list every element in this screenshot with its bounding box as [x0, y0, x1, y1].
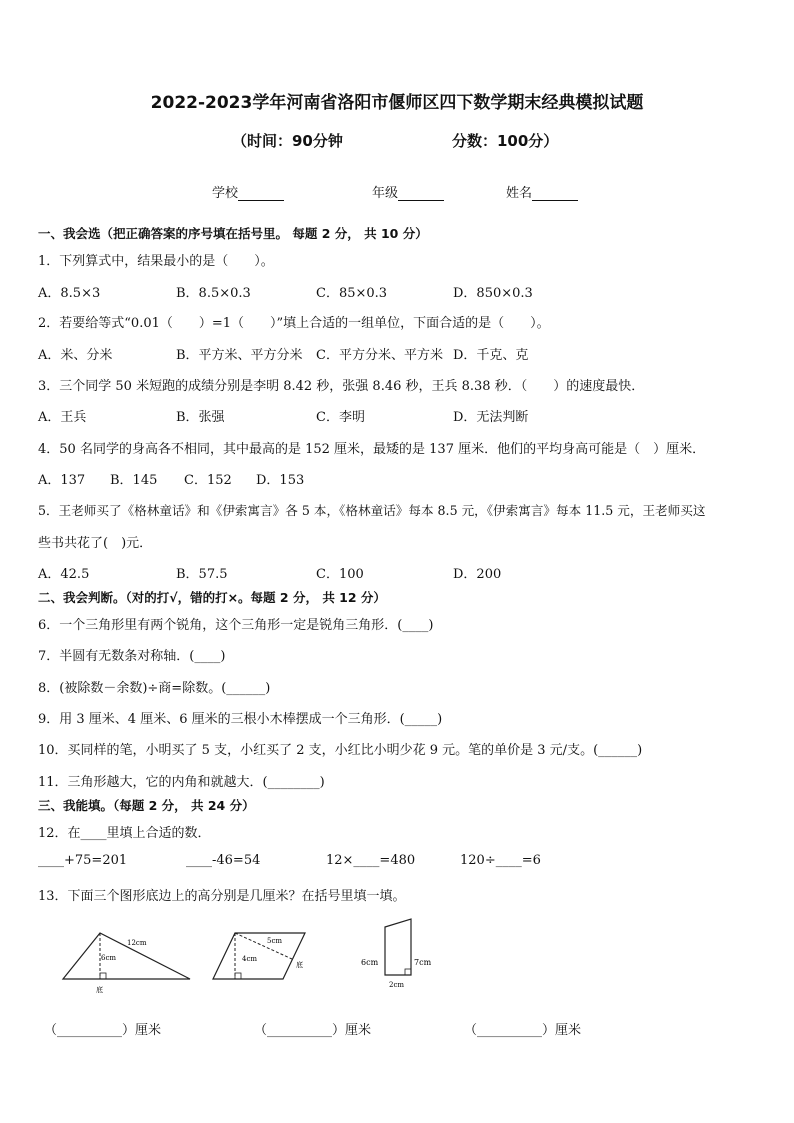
- question-7: 7．半圆有无数条对称轴．(____): [38, 649, 226, 664]
- q13-answer-1[interactable]: （__________）厘米: [44, 1023, 162, 1038]
- q1-option-c[interactable]: C．85×0.3: [316, 286, 388, 301]
- question-8: 8．(被除数－余数)÷商=除数。(______): [38, 681, 271, 696]
- question-13: 13．下面三个图形底边上的高分别是几厘米？在括号里填一填。: [38, 889, 406, 904]
- school-label: 学校: [212, 186, 239, 201]
- q3-option-b[interactable]: B．张强: [176, 410, 225, 425]
- q12-equation-4[interactable]: 120÷____=6: [460, 853, 541, 868]
- section-1-heading: 一、我会选（把正确答案的序号填在括号里。 每题 2 分， 共 10 分）: [38, 226, 428, 241]
- name-field: [506, 182, 578, 201]
- question-10: 10．买同样的笔，小明买了 5 支，小红买了 2 支，小红比小明少花 9 元。笔的单价是 3 元/支。(______): [38, 743, 643, 758]
- trapezoid-right-label: 7cm: [414, 958, 432, 967]
- q2-option-d[interactable]: D．千克、克: [453, 348, 529, 363]
- question-9: 9．用 3 厘米、4 厘米、6 厘米的三根小木棒摆成一个三角形．(_____): [38, 712, 443, 727]
- grade-field: [372, 182, 444, 201]
- question-2: 2．若要给等式“0.01（ ）=1（ ）”填上合适的一组单位，下面合适的是（ ）。: [38, 316, 550, 331]
- q5-option-a[interactable]: A．42.5: [38, 567, 90, 582]
- exam-score: 分数：100分）: [452, 132, 559, 150]
- question-5-line2: 些书共花了( )元．: [38, 536, 153, 551]
- q3-option-c[interactable]: C．李明: [316, 410, 365, 425]
- q3-option-d[interactable]: D．无法判断: [453, 410, 529, 425]
- q4-option-d[interactable]: D．153: [256, 473, 305, 488]
- parallelogram-base-label: 底: [296, 961, 303, 969]
- triangle-side-label: 12cm: [127, 939, 147, 947]
- question-3: 3．三个同学 50 米短跑的成绩分别是李明 8.42 秒，张强 8.46 秒，王兵 8.38 秒．（ ）的速度最快．: [38, 379, 645, 394]
- parallelogram-height-label: 4cm: [242, 955, 258, 963]
- triangle-figure: [55, 925, 200, 1000]
- q12-equation-1[interactable]: ____+75=201: [38, 853, 128, 868]
- trapezoid-figure: [355, 915, 445, 995]
- parallelogram-figure: [205, 925, 315, 985]
- question-11: 11．三角形越大，它的内角和就越大．(________): [38, 775, 325, 790]
- q12-equation-2[interactable]: ____-46=54: [186, 853, 261, 868]
- triangle-base-label: 底: [96, 986, 103, 994]
- question-6: 6．一个三角形里有两个锐角，这个三角形一定是锐角三角形．(____): [38, 618, 434, 633]
- q12-equation-3[interactable]: 12×____=480: [326, 853, 416, 868]
- q4-option-b[interactable]: B．145: [110, 473, 158, 488]
- question-5-line1: 5．王老师买了《格林童话》和《伊索寓言》各 5 本，《格林童话》每本 8.5 元，《伊索寓言》每本 11.5 元，王老师买这: [38, 503, 706, 518]
- trapezoid-left-label: 6cm: [361, 958, 379, 967]
- school-field: [212, 182, 284, 201]
- question-1: 1．下列算式中，结果最小的是（ ）。: [38, 254, 274, 269]
- question-4: 4．50 名同学的身高各不相同，其中最高的是 152 厘米，最矮的是 137 厘米．他们的平均身高可能是（ ）厘米．: [38, 442, 706, 457]
- section-3-heading: 三、我能填。（每题 2 分， 共 24 分）: [38, 798, 255, 813]
- q4-option-a[interactable]: A．137: [38, 473, 86, 488]
- parallelogram-side-label: 5cm: [267, 937, 283, 945]
- name-label: 姓名: [506, 186, 533, 201]
- q13-answer-3[interactable]: （__________）厘米: [464, 1023, 582, 1038]
- q5-option-c[interactable]: C．100: [316, 567, 364, 582]
- q1-option-b[interactable]: B．8.5×0.3: [176, 286, 251, 301]
- q13-answer-2[interactable]: （__________）厘米: [254, 1023, 372, 1038]
- question-12: 12．在____里填上合适的数．: [38, 826, 211, 841]
- q4-option-c[interactable]: C．152: [184, 473, 232, 488]
- q1-option-d[interactable]: D．850×0.3: [453, 286, 533, 301]
- triangle-height-label: 6cm: [101, 954, 117, 962]
- page-title: 2022-2023学年河南省洛阳市偃师区四下数学期末经典模拟试题: [150, 93, 644, 113]
- q2-option-b[interactable]: B．平方米、平方分米: [176, 348, 303, 363]
- name-blank[interactable]: [532, 187, 578, 201]
- trapezoid-bottom-label: 2cm: [389, 981, 405, 989]
- grade-label: 年级: [372, 186, 399, 201]
- q2-option-a[interactable]: A．米、分米: [38, 348, 113, 363]
- q2-option-c[interactable]: C．平方分米、平方米: [316, 348, 443, 363]
- q5-option-b[interactable]: B．57.5: [176, 567, 228, 582]
- q1-option-a[interactable]: A．8.5×3: [38, 286, 101, 301]
- school-blank[interactable]: [238, 187, 284, 201]
- section-2-heading: 二、我会判断。（对的打√，错的打×。每题 2 分， 共 12 分）: [38, 590, 386, 605]
- exam-time: （时间：90分钟: [232, 132, 343, 150]
- grade-blank[interactable]: [398, 187, 444, 201]
- q5-option-d[interactable]: D．200: [453, 567, 502, 582]
- q3-option-a[interactable]: A．王兵: [38, 410, 87, 425]
